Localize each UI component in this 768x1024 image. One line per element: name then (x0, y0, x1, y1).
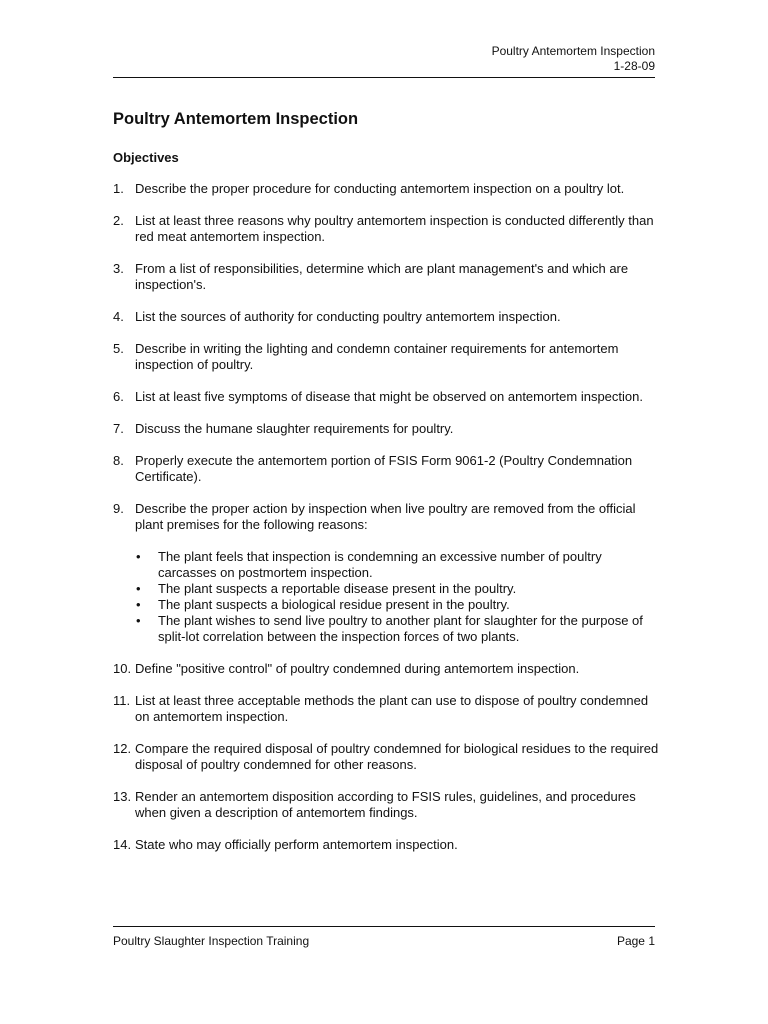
objective-number: 9. (113, 501, 124, 516)
objective-number: 5. (113, 341, 124, 356)
objective-number: 8. (113, 453, 124, 468)
reasons-list (135, 549, 661, 645)
objective-text: List the sources of authority for conducting poultry antemortem inspection. (135, 309, 561, 324)
objective-text: Define "positive control" of poultry condemned during antemortem inspection. (135, 661, 580, 676)
reason-item (135, 549, 661, 581)
reason-text: The plant suspects a reportable disease present in the poultry. (158, 581, 517, 596)
header-date: 1-28-09 (613, 59, 655, 73)
objective-text: List at least three reasons why poultry antemortem inspection is conducted differently than red meat antemortem inspection. (135, 213, 654, 244)
bullet-marker: • (136, 549, 141, 564)
objective-text: Describe the proper action by inspection when live poultry are removed from the official plant premises for the following reasons: (135, 501, 636, 532)
objective-number: 11. (113, 693, 131, 708)
objectives-list (113, 181, 661, 869)
objective-item (113, 453, 661, 485)
header-title: Poultry Antemortem Inspection (491, 44, 655, 58)
objective-item (113, 661, 661, 677)
page-header (492, 44, 655, 74)
footer-course-title: Poultry Slaughter Inspection Training (113, 934, 310, 948)
objective-text: Describe in writing the lighting and condemn container requirements for antemortem inspection of poultry. (135, 341, 619, 372)
objective-item (113, 501, 661, 645)
objective-number: 4. (113, 309, 124, 324)
header-divider (113, 77, 655, 78)
objectives-heading: Objectives (113, 150, 179, 165)
objective-text: Properly execute the antemortem portion of FSIS Form 9061-2 (Poultry Condemnation Certificate). (135, 453, 633, 484)
objective-text: Discuss the humane slaughter requirements for poultry. (135, 421, 454, 436)
objective-number: 12. (113, 741, 132, 756)
reason-item (135, 613, 661, 645)
bullet-marker: • (136, 581, 141, 596)
reason-item (135, 581, 661, 597)
objective-number: 1. (113, 181, 124, 196)
objective-text: Describe the proper procedure for conducting antemortem inspection on a poultry lot. (135, 181, 625, 196)
objective-number: 3. (113, 261, 124, 276)
reason-text: The plant suspects a biological residue present in the poultry. (158, 597, 510, 612)
footer-page-number: Page 1 (616, 934, 655, 948)
objective-item (113, 213, 661, 245)
objective-item (113, 837, 661, 853)
objective-item (113, 181, 661, 197)
objective-number: 13. (113, 789, 132, 804)
objective-item (113, 341, 661, 373)
footer-divider (113, 926, 655, 927)
reason-text: The plant wishes to send live poultry to another plant for slaughter for the purpose of split-lot correlation between the inspection forces of two plants. (158, 613, 643, 644)
objective-text: Render an antemortem disposition according to FSIS rules, guidelines, and procedures when given a description of antemortem findings. (135, 789, 636, 820)
objective-item (113, 389, 661, 405)
objective-number: 14. (113, 837, 132, 852)
objective-text: State who may officially perform antemortem inspection. (135, 837, 458, 852)
reason-text: The plant feels that inspection is condemning an excessive number of poultry carcasses on postmortem inspection. (158, 549, 602, 580)
page-title: Poultry Antemortem Inspection (113, 110, 359, 128)
objective-item (113, 421, 661, 437)
objective-number: 2. (113, 213, 124, 228)
objective-text: List at least three acceptable methods the plant can use to dispose of poultry condemned on antemortem inspection. (135, 693, 649, 724)
objective-item (113, 309, 661, 325)
reason-item (135, 597, 661, 613)
objective-item (113, 789, 661, 821)
objective-text: List at least five symptoms of disease that might be observed on antemortem inspection. (135, 389, 643, 404)
bullet-marker: • (136, 613, 141, 628)
objective-item (113, 693, 661, 725)
objective-number: 10. (113, 661, 132, 676)
objective-number: 6. (113, 389, 124, 404)
objective-text: From a list of responsibilities, determine which are plant management's and which are inspection's. (135, 261, 629, 292)
objective-number: 7. (113, 421, 124, 436)
objective-text: Compare the required disposal of poultry condemned for biological residues to the required disposal of poultry condemned for other reasons. (135, 741, 659, 772)
objective-item (113, 741, 661, 773)
objective-item (113, 261, 661, 293)
bullet-marker: • (136, 597, 141, 612)
